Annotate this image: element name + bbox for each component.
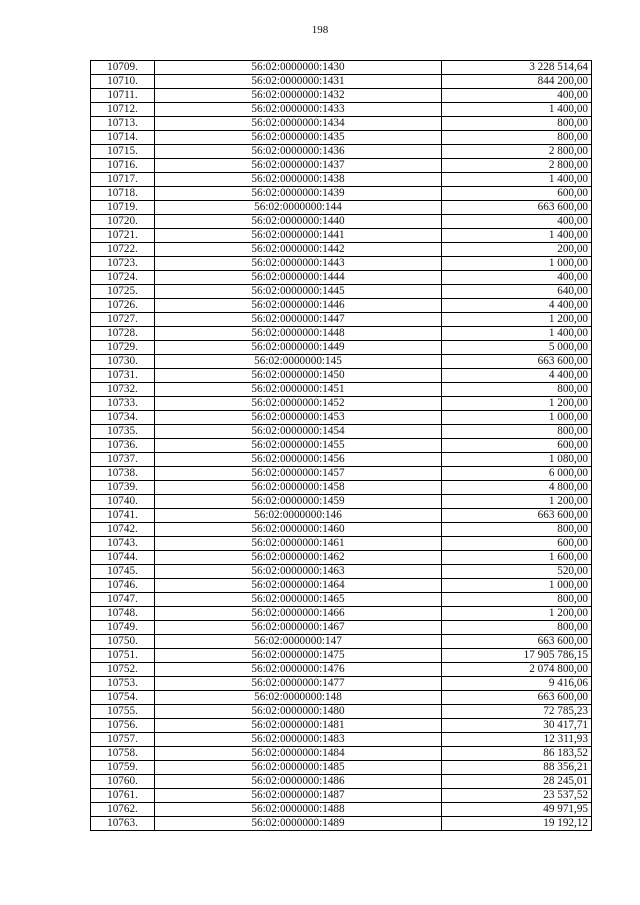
table-row [91,663,592,677]
table-row [91,215,592,229]
row-number: 10761. [91,789,155,803]
row-number: 10751. [91,649,155,663]
cadastral-value: 663 600,00 [442,691,592,705]
row-number: 10742. [91,523,155,537]
table-row [91,551,592,565]
cadastral-value: 1 080,00 [442,453,592,467]
cadastral-value: 800,00 [442,593,592,607]
row-number: 10760. [91,775,155,789]
table-row [91,285,592,299]
row-number: 10730. [91,355,155,369]
cadastral-value: 9 416,06 [442,677,592,691]
table-row [91,705,592,719]
row-number: 10718. [91,187,155,201]
row-number: 10732. [91,383,155,397]
cadastral-number: 56:02:0000000:1461 [155,537,442,551]
row-number: 10746. [91,579,155,593]
table-row [91,593,592,607]
cadastral-value: 1 200,00 [442,607,592,621]
cadastral-number: 56:02:0000000:1432 [155,89,442,103]
table-row [91,75,592,89]
row-number: 10762. [91,803,155,817]
row-number: 10720. [91,215,155,229]
table-row [91,159,592,173]
cadastral-number: 56:02:0000000:1451 [155,383,442,397]
cadastral-number: 56:02:0000000:1439 [155,187,442,201]
row-number: 10756. [91,719,155,733]
cadastral-value: 844 200,00 [442,75,592,89]
cadastral-number: 56:02:0000000:1435 [155,131,442,145]
cadastral-value: 19 192,12 [442,817,592,831]
table-row [91,425,592,439]
table-row [91,607,592,621]
table-row [91,243,592,257]
cadastral-value: 800,00 [442,131,592,145]
cadastral-value: 2 800,00 [442,159,592,173]
cadastral-number: 56:02:0000000:1450 [155,369,442,383]
row-number: 10763. [91,817,155,831]
cadastral-value: 1 200,00 [442,495,592,509]
table-row [91,775,592,789]
cadastral-value: 1 400,00 [442,103,592,117]
page-number: 198 [311,24,329,36]
table-row [91,677,592,691]
cadastral-number: 56:02:0000000:1487 [155,789,442,803]
table-row [91,201,592,215]
cadastral-value: 640,00 [442,285,592,299]
cadastral-number: 56:02:0000000:1437 [155,159,442,173]
cadastral-value: 1 600,00 [442,551,592,565]
cadastral-number: 56:02:0000000:1464 [155,579,442,593]
cadastral-number: 56:02:0000000:1444 [155,271,442,285]
table-row [91,621,592,635]
cadastral-number: 56:02:0000000:1440 [155,215,442,229]
cadastral-number: 56:02:0000000:1484 [155,747,442,761]
row-number: 10741. [91,509,155,523]
row-number: 10740. [91,495,155,509]
row-number: 10753. [91,677,155,691]
cadastral-number: 56:02:0000000:1447 [155,313,442,327]
cadastral-number: 56:02:0000000:1433 [155,103,442,117]
row-number: 10737. [91,453,155,467]
cadastral-number: 56:02:0000000:1485 [155,761,442,775]
cadastral-number: 56:02:0000000:1467 [155,621,442,635]
cadastral-value: 6 000,00 [442,467,592,481]
row-number: 10752. [91,663,155,677]
row-number: 10755. [91,705,155,719]
cadastral-number: 56:02:0000000:1459 [155,495,442,509]
table-row [91,369,592,383]
cadastral-value: 49 971,95 [442,803,592,817]
table-row [91,523,592,537]
table-row [91,355,592,369]
table-row [91,131,592,145]
row-number: 10712. [91,103,155,117]
table-row [91,313,592,327]
cadastral-value: 3 228 514,64 [442,61,592,75]
cadastral-number: 56:02:0000000:1480 [155,705,442,719]
cadastral-number: 56:02:0000000:1448 [155,327,442,341]
cadastral-number: 56:02:0000000:1456 [155,453,442,467]
row-number: 10750. [91,635,155,649]
table-row [91,187,592,201]
row-number: 10754. [91,691,155,705]
cadastral-value: 200,00 [442,243,592,257]
cadastral-number: 56:02:0000000:1462 [155,551,442,565]
table-row [91,509,592,523]
cadastral-value: 1 200,00 [442,397,592,411]
cadastral-number: 56:02:0000000:1458 [155,481,442,495]
cadastral-number: 56:02:0000000:1436 [155,145,442,159]
table-row [91,397,592,411]
row-number: 10714. [91,131,155,145]
cadastral-number: 56:02:0000000:1476 [155,663,442,677]
table-row [91,117,592,131]
cadastral-value: 400,00 [442,215,592,229]
cadastral-value: 2 800,00 [442,145,592,159]
cadastral-number: 56:02:0000000:1445 [155,285,442,299]
cadastral-value: 400,00 [442,271,592,285]
cadastral-value: 1 000,00 [442,411,592,425]
cadastral-value: 23 537,52 [442,789,592,803]
cadastral-number: 56:02:0000000:1460 [155,523,442,537]
cadastral-number: 56:02:0000000:1488 [155,803,442,817]
cadastral-number: 56:02:0000000:1442 [155,243,442,257]
cadastral-table [90,60,592,831]
table-row [91,649,592,663]
table-row [91,89,592,103]
table-row [91,789,592,803]
table-row [91,691,592,705]
cadastral-number: 56:02:0000000:1430 [155,61,442,75]
row-number: 10749. [91,621,155,635]
cadastral-value: 600,00 [442,439,592,453]
cadastral-value: 4 800,00 [442,481,592,495]
cadastral-value: 4 400,00 [442,369,592,383]
row-number: 10731. [91,369,155,383]
cadastral-number: 56:02:0000000:1454 [155,425,442,439]
row-number: 10713. [91,117,155,131]
cadastral-number: 56:02:0000000:146 [155,509,442,523]
row-number: 10717. [91,173,155,187]
cadastral-number: 56:02:0000000:147 [155,635,442,649]
cadastral-value: 72 785,23 [442,705,592,719]
cadastral-number: 56:02:0000000:1489 [155,817,442,831]
table-row [91,411,592,425]
row-number: 10733. [91,397,155,411]
cadastral-value: 800,00 [442,425,592,439]
cadastral-value: 86 183,52 [442,747,592,761]
cadastral-value: 1 400,00 [442,327,592,341]
cadastral-number: 56:02:0000000:1463 [155,565,442,579]
row-number: 10758. [91,747,155,761]
row-number: 10734. [91,411,155,425]
cadastral-number: 56:02:0000000:144 [155,201,442,215]
table-row [91,467,592,481]
cadastral-value: 1 000,00 [442,579,592,593]
table-row [91,229,592,243]
cadastral-value: 600,00 [442,537,592,551]
cadastral-value: 88 356,21 [442,761,592,775]
row-number: 10739. [91,481,155,495]
table-row [91,747,592,761]
row-number: 10711. [91,89,155,103]
table-row [91,257,592,271]
table-row [91,495,592,509]
table-row [91,271,592,285]
row-number: 10719. [91,201,155,215]
cadastral-number: 56:02:0000000:1446 [155,299,442,313]
cadastral-number: 56:02:0000000:1443 [155,257,442,271]
row-number: 10716. [91,159,155,173]
cadastral-value: 663 600,00 [442,509,592,523]
cadastral-number: 56:02:0000000:1441 [155,229,442,243]
table-row [91,719,592,733]
cadastral-value: 800,00 [442,117,592,131]
row-number: 10725. [91,285,155,299]
table-row [91,299,592,313]
table-row [91,565,592,579]
cadastral-value: 663 600,00 [442,635,592,649]
cadastral-number: 56:02:0000000:1483 [155,733,442,747]
table-row [91,761,592,775]
table-row [91,61,592,75]
table-row [91,537,592,551]
cadastral-number: 56:02:0000000:1453 [155,411,442,425]
cadastral-number: 56:02:0000000:1431 [155,75,442,89]
cadastral-number: 56:02:0000000:1449 [155,341,442,355]
table-row [91,383,592,397]
row-number: 10735. [91,425,155,439]
row-number: 10715. [91,145,155,159]
cadastral-value: 30 417,71 [442,719,592,733]
row-number: 10736. [91,439,155,453]
row-number: 10709. [91,61,155,75]
cadastral-number: 56:02:0000000:145 [155,355,442,369]
cadastral-value: 800,00 [442,621,592,635]
cadastral-value: 1 200,00 [442,313,592,327]
table-row [91,817,592,831]
cadastral-number: 56:02:0000000:1455 [155,439,442,453]
table-row [91,803,592,817]
row-number: 10722. [91,243,155,257]
row-number: 10757. [91,733,155,747]
cadastral-number: 56:02:0000000:1438 [155,173,442,187]
row-number: 10747. [91,593,155,607]
cadastral-value: 600,00 [442,187,592,201]
cadastral-value: 2 074 800,00 [442,663,592,677]
table-row [91,327,592,341]
cadastral-value: 800,00 [442,383,592,397]
cadastral-value: 663 600,00 [442,355,592,369]
row-number: 10727. [91,313,155,327]
cadastral-value: 5 000,00 [442,341,592,355]
cadastral-number: 56:02:0000000:1466 [155,607,442,621]
row-number: 10723. [91,257,155,271]
table-row [91,439,592,453]
row-number: 10710. [91,75,155,89]
row-number: 10744. [91,551,155,565]
row-number: 10726. [91,299,155,313]
cadastral-value: 1 000,00 [442,257,592,271]
cadastral-value: 28 245,01 [442,775,592,789]
cadastral-value: 663 600,00 [442,201,592,215]
cadastral-value: 1 400,00 [442,173,592,187]
row-number: 10721. [91,229,155,243]
cadastral-value: 17 905 786,15 [442,649,592,663]
row-number: 10728. [91,327,155,341]
row-number: 10729. [91,341,155,355]
table-row [91,635,592,649]
cadastral-number: 56:02:0000000:1434 [155,117,442,131]
row-number: 10724. [91,271,155,285]
row-number: 10748. [91,607,155,621]
cadastral-value: 12 311,93 [442,733,592,747]
cadastral-value: 520,00 [442,565,592,579]
cadastral-number: 56:02:0000000:1486 [155,775,442,789]
row-number: 10745. [91,565,155,579]
cadastral-value: 1 400,00 [442,229,592,243]
table-row [91,579,592,593]
row-number: 10738. [91,467,155,481]
cadastral-number: 56:02:0000000:1477 [155,677,442,691]
row-number: 10743. [91,537,155,551]
table-row [91,341,592,355]
cadastral-number: 56:02:0000000:1475 [155,649,442,663]
cadastral-number: 56:02:0000000:1465 [155,593,442,607]
cadastral-value: 400,00 [442,89,592,103]
cadastral-number: 56:02:0000000:148 [155,691,442,705]
cadastral-number: 56:02:0000000:1452 [155,397,442,411]
table-body [91,61,592,831]
table-row [91,481,592,495]
table-row [91,453,592,467]
table-row [91,145,592,159]
cadastral-number: 56:02:0000000:1457 [155,467,442,481]
table-row [91,173,592,187]
table-row [91,103,592,117]
row-number: 10759. [91,761,155,775]
cadastral-value: 4 400,00 [442,299,592,313]
cadastral-value: 800,00 [442,523,592,537]
cadastral-number: 56:02:0000000:1481 [155,719,442,733]
table-row [91,733,592,747]
